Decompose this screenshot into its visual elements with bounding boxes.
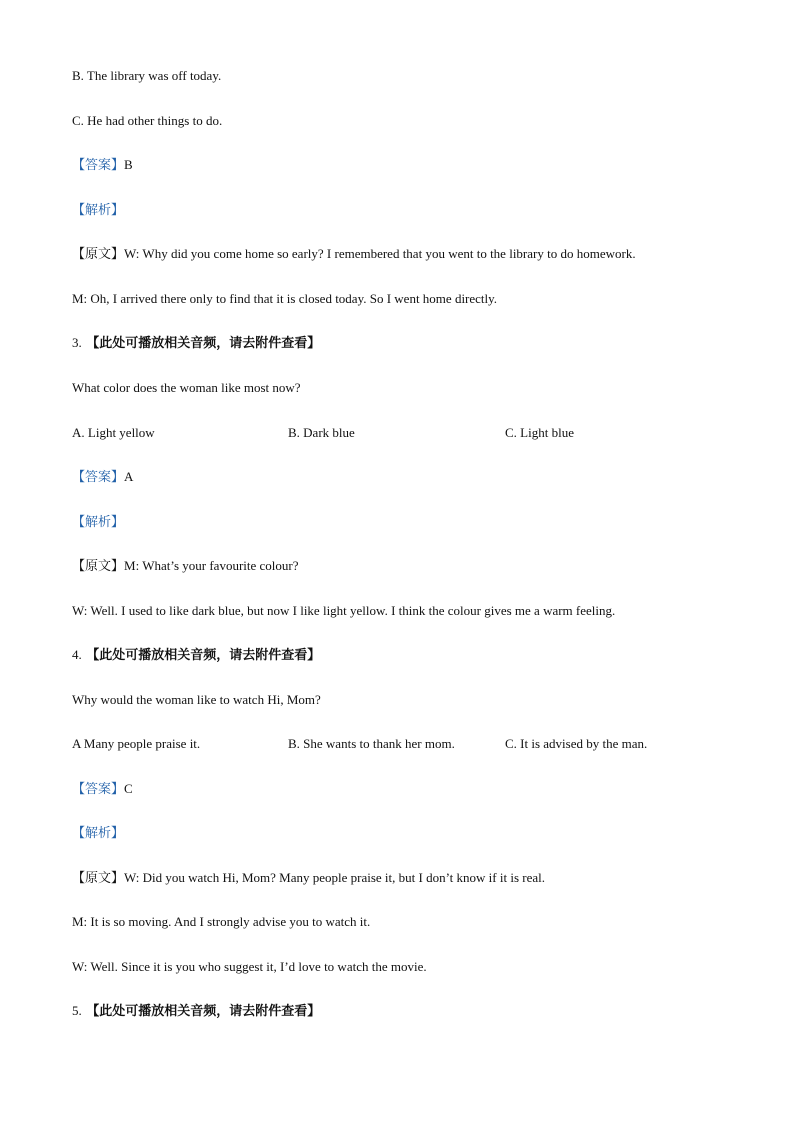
q3-transcript-line1 <box>72 558 299 575</box>
transcript-tag: 【原文】 <box>72 559 125 574</box>
q3-analysis <box>72 514 124 531</box>
transcript-tag: 【原文】 <box>72 247 125 262</box>
q2-transcript-line2: M: Oh, I arrived there only to find that it is closed today. So I went home directly. <box>72 291 498 306</box>
answer-value: C <box>124 781 133 796</box>
q3-option-b: B. Dark blue <box>288 425 355 440</box>
q2-option-c: C. He had other things to do. <box>72 113 223 128</box>
q3-option-a: A. Light yellow <box>72 425 155 440</box>
q3-transcript-line2: W: Well. I used to like dark blue, but now I like light yellow. I think the colour gives me a warm feeling. <box>72 603 616 618</box>
question-number: 3. <box>72 335 82 350</box>
answer-value: B <box>124 157 133 172</box>
transcript-text: W: Why did you come home so early? I remembered that you went to the library to do homework. <box>124 246 636 261</box>
audio-note: 【此处可播放相关音频，请去附件查看】 <box>86 648 321 663</box>
analysis-tag: 【解析】 <box>72 515 125 530</box>
transcript-text: M: What’s your favourite colour? <box>124 558 299 573</box>
q3-heading <box>72 335 320 352</box>
audio-note: 【此处可播放相关音频，请去附件查看】 <box>86 1004 321 1019</box>
q2-analysis <box>72 202 124 219</box>
q4-heading <box>72 647 320 664</box>
audio-note: 【此处可播放相关音频，请去附件查看】 <box>86 336 321 351</box>
q3-option-c: C. Light blue <box>505 425 574 440</box>
q2-option-b: B. The library was off today. <box>72 68 222 83</box>
q3-question: What color does the woman like most now? <box>72 380 301 395</box>
q4-question: Why would the woman like to watch Hi, Mom? <box>72 692 321 707</box>
answer-tag: 【答案】 <box>72 158 125 173</box>
q3-answer <box>72 469 133 486</box>
q4-transcript-line3: W: Well. Since it is you who suggest it, I’d love to watch the movie. <box>72 959 427 974</box>
answer-value: A <box>124 469 134 484</box>
q4-option-a: A Many people praise it. <box>72 736 201 751</box>
answer-tag: 【答案】 <box>72 470 125 485</box>
q4-option-c: C. It is advised by the man. <box>505 736 648 751</box>
question-number: 4. <box>72 647 82 662</box>
answer-tag: 【答案】 <box>72 782 125 797</box>
q2-transcript-line1 <box>72 246 636 263</box>
transcript-tag: 【原文】 <box>72 871 125 886</box>
q4-option-b: B. She wants to thank her mom. <box>288 736 455 751</box>
transcript-text: W: Did you watch Hi, Mom? Many people praise it, but I don’t know if it is real. <box>124 870 545 885</box>
q4-analysis <box>72 825 124 842</box>
analysis-tag: 【解析】 <box>72 826 125 841</box>
analysis-tag: 【解析】 <box>72 203 125 218</box>
q2-answer <box>72 157 133 174</box>
q4-transcript-line2: M: It is so moving. And I strongly advise you to watch it. <box>72 914 371 929</box>
question-number: 5. <box>72 1003 82 1018</box>
q4-transcript-line1 <box>72 870 545 887</box>
q4-answer <box>72 781 133 798</box>
q5-heading <box>72 1003 320 1020</box>
